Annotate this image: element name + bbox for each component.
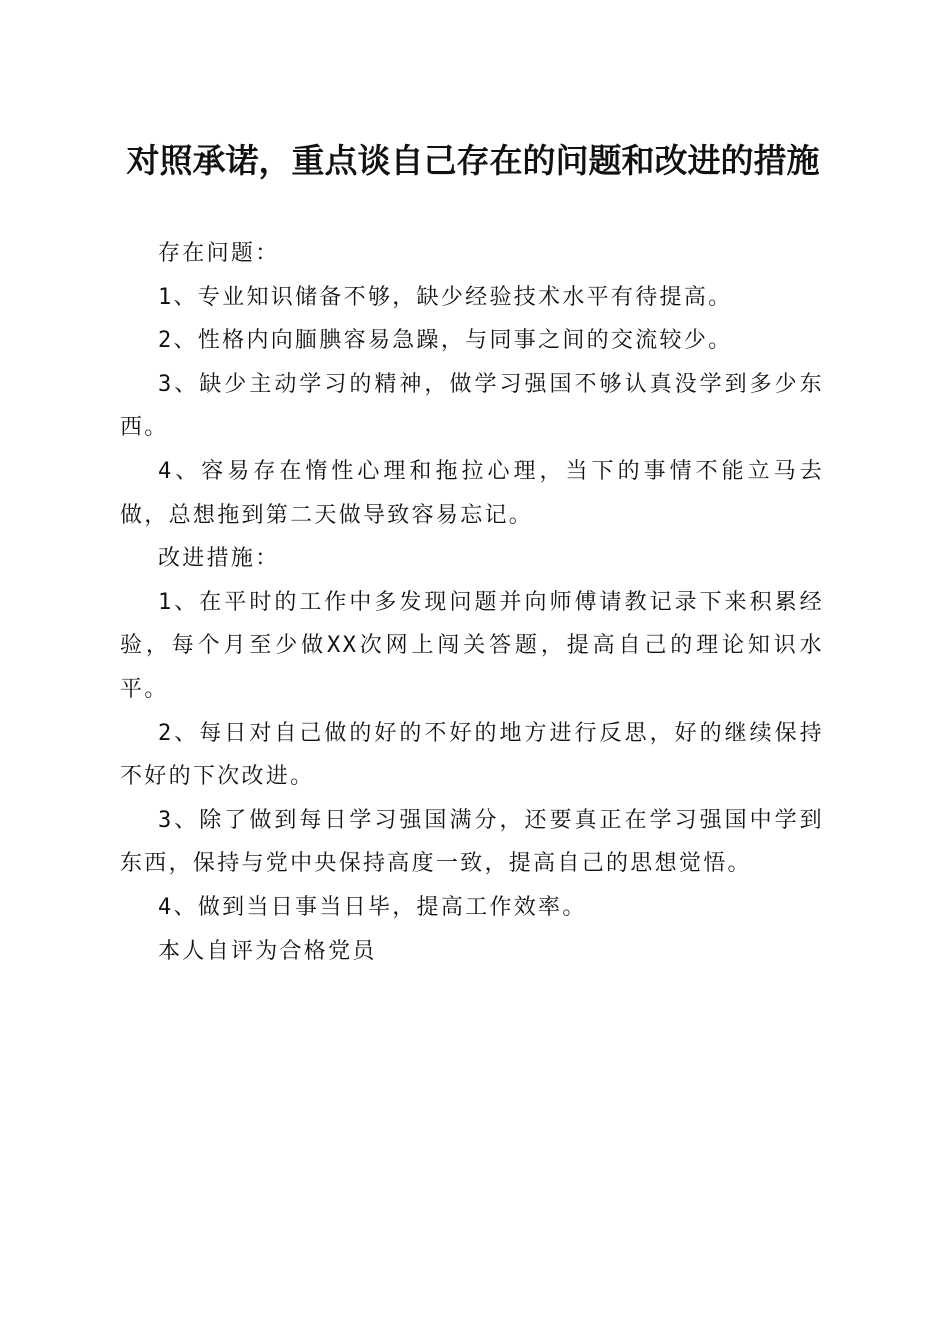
measure-item-2: 2、每日对自己做的好的不好的地方进行反思，好的继续保持不好的下次改进。 (120, 720, 824, 790)
measure-item-4: 4、做到当日事当日毕，提高工作效率。 (158, 894, 587, 920)
problem-item-4: 4、容易存在惰性心理和拖拉心理，当下的事情不能立马去做，总想拖到第二天做导致容易忘记。 (120, 458, 824, 528)
document-title: 对照承诺，重点谈自己存在的问题和改进的措施 (126, 141, 820, 180)
section-heading-problems: 存在问题： (158, 241, 280, 266)
measure-item-1: 1、在平时的工作中多发现问题并向师傅请教记录下来积累经验，每个月至少做XX次网上闯关答题，提高自己的理论知识水平。 (120, 589, 824, 702)
measure-item-3: 3、除了做到每日学习强国满分，还要真正在学习强国中学到东西，保持与党中央保持高度一致，提高自己的思想觉悟。 (120, 807, 824, 877)
section-heading-measures: 改进措施： (158, 546, 280, 572)
problem-item-1: 1、专业知识储备不够，缺少经验技术水平有待提高。 (158, 284, 733, 310)
self-evaluation: 本人自评为合格党员 (158, 938, 377, 964)
problem-item-3: 3、缺少主动学习的精神，做学习强国不够认真没学到多少东西。 (120, 371, 824, 441)
problem-item-2: 2、性格内向腼腆容易急躁，与同事之间的交流较少。 (158, 328, 733, 354)
document-body (120, 232, 824, 973)
